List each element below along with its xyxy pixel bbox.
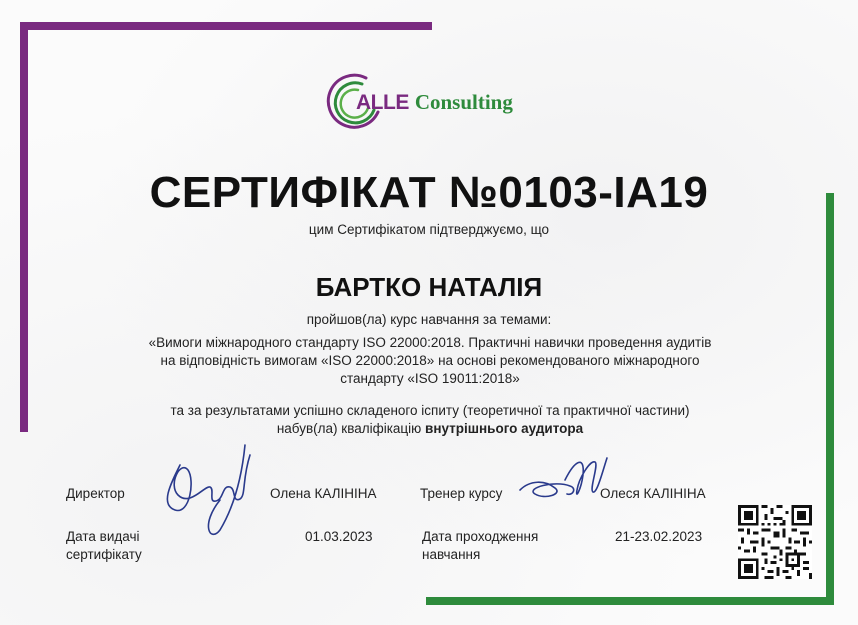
company-logo [326,70,536,132]
issue-date-value: 01.03.2023 [305,529,373,544]
training-date-label [422,528,538,564]
frame-border-right [826,193,834,603]
frame-border-top-left [20,22,432,30]
result-line-2-prefix: набув(ла) кваліфікацію [276,421,426,436]
certificate-title: СЕРТИФІКАТ №0103-IA19 [149,168,709,217]
qr-code-icon[interactable] [738,505,812,579]
issue-date-label-line2: сертифікату [66,547,142,562]
confirm-text: цим Сертифікатом підтверджуємо, що [308,222,550,237]
training-date-label-line1: Дата проходження [422,529,539,544]
qualification: внутрішнього аудитора [425,421,584,436]
course-topic: «Вимоги міжнародного стандарту ISO 22000:2018. Практичні навички проведення аудитів на відповідність вимогам «ISO 22000:2018» на основі рекомендованого міжнародного стандарту «ISO 19011:2018» [148,335,712,386]
director-label: Директор [66,486,125,501]
issue-date-label-line1: Дата видачі [66,529,140,544]
logo-alle-text: ALLE [356,91,409,114]
result-line-1: та за результатами успішно складеного іспиту (теоретичної та практичної частини) [170,403,690,418]
director-signature-icon [150,425,270,545]
training-date-value: 21-23.02.2023 [615,529,703,544]
frame-border-bottom [426,597,834,605]
training-date-label-line2: навчання [422,547,481,562]
trainer-label: Тренер курсу [420,486,503,501]
director-name: Олена КАЛІНІНА [270,486,377,501]
issue-date-label [66,528,142,564]
recipient-name: БАРТКО НАТАЛІЯ [315,272,543,302]
logo-wordmark [356,90,513,115]
logo-consulting-text: Consulting [414,90,513,114]
course-intro: пройшов(ла) курс навчання за темами: [306,312,552,327]
trainer-name: Олеся КАЛІНІНА [600,486,706,501]
